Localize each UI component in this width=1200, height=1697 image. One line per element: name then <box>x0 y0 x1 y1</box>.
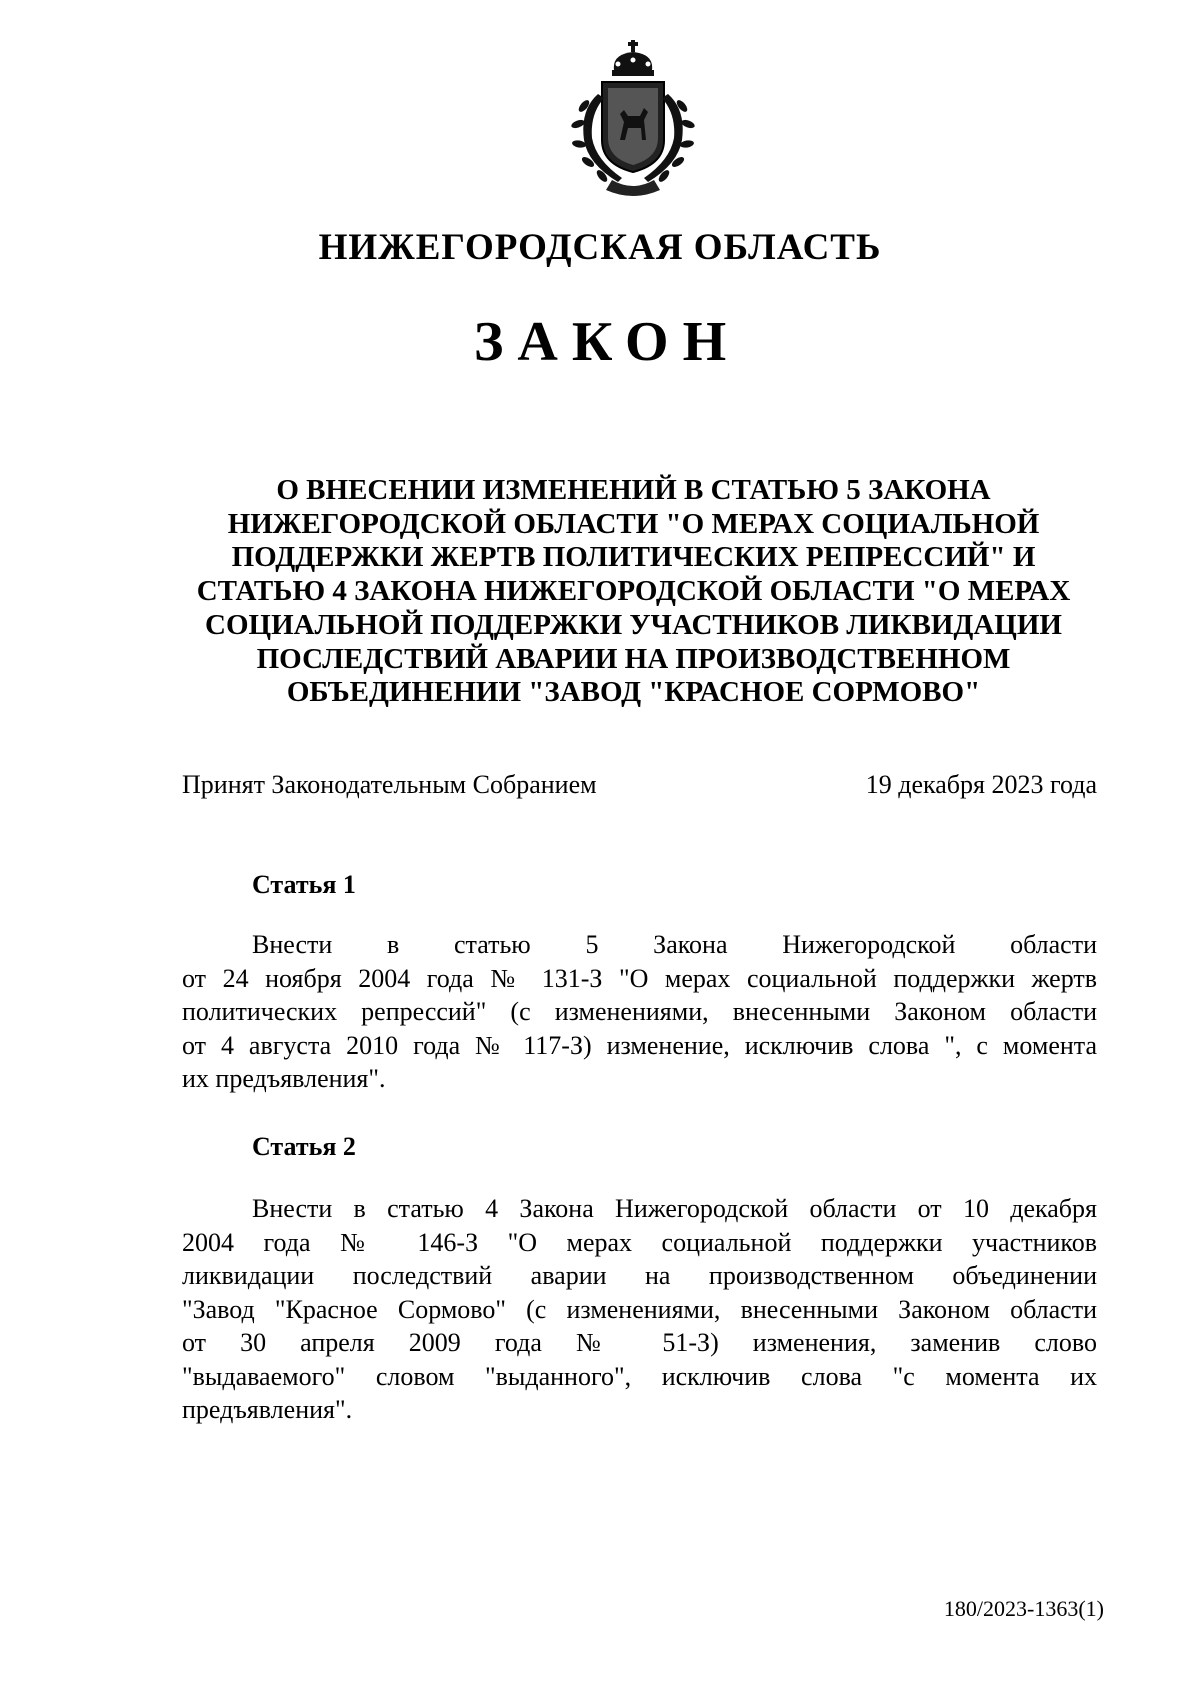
article-2-line: Внести в статью 4 Закона Нижегородской области от 10 декабря <box>252 1194 1097 1223</box>
article-1-line: их предъявления". <box>182 1064 386 1093</box>
crown-icon <box>612 40 654 76</box>
article-2-body <box>182 1192 1097 1427</box>
article-2-heading: Статья 2 <box>252 1132 356 1161</box>
law-title-line: ПОСЛЕДСТВИЙ АВАРИИ НА ПРОИЗВОДСТВЕННОМ <box>256 642 1011 675</box>
region-heading: НИЖЕГОРОДСКАЯ ОБЛАСТЬ <box>318 227 882 268</box>
adoption-info <box>182 770 1097 800</box>
document-number: 180/2023-1363(1) <box>943 1596 1104 1621</box>
adoption-label: Принят Законодательным Собранием <box>182 770 597 799</box>
law-title-line: О ВНЕСЕНИИ ИЗМЕНЕНИЙ В СТАТЬЮ 5 ЗАКОНА <box>276 474 991 506</box>
law-title <box>170 474 1097 710</box>
article-1-line: Внести в статью 5 Закона Нижегородской области <box>252 930 1097 959</box>
article-1-heading: Статья 1 <box>252 870 356 899</box>
article-2-line: 2004 года № 146-З "О мерах социальной поддержки участников <box>182 1227 1097 1257</box>
adoption-date: 19 декабря 2023 года <box>865 770 1097 799</box>
article-2-line: "выдаваемого" словом "выданного", исключив слова "с момента их <box>182 1361 1097 1391</box>
law-title-line: СТАТЬЮ 4 ЗАКОНА НИЖЕГОРОДСКОЙ ОБЛАСТИ "О МЕРАХ <box>196 575 1071 608</box>
article-1-body <box>182 928 1097 1096</box>
article-2-line: от 30 апреля 2009 года № 51-З) изменения, заменив слово <box>182 1328 1097 1357</box>
article-1-line: от 4 августа 2010 года № 117-З) изменение, исключив слова ", с момента <box>182 1030 1097 1060</box>
document-type-heading: ЗАКОН <box>473 311 741 373</box>
article-1-line: от 24 ноября 2004 года № 131-З "О мерах социальной поддержки жертв <box>182 963 1097 993</box>
article-2-line: ликвидации последствий аварии на производственном объединении <box>182 1261 1097 1290</box>
article-2-line: "Завод "Красное Сормово" (с изменениями, внесенными Законом области <box>182 1294 1097 1324</box>
law-title-line: СОЦИАЛЬНОЙ ПОДДЕРЖКИ УЧАСТНИКОВ ЛИКВИДАЦИИ <box>205 608 1062 641</box>
law-title-line: ПОДДЕРЖКИ ЖЕРТВ ПОЛИТИЧЕСКИХ РЕПРЕССИЙ" И <box>231 541 1036 574</box>
law-title-line: НИЖЕГОРОДСКОЙ ОБЛАСТИ "О МЕРАХ СОЦИАЛЬНОЙ <box>227 507 1040 540</box>
coat-of-arms-icon <box>562 40 704 200</box>
article-1-line: политических репрессий" (с изменениями, внесенными Законом области <box>182 997 1097 1026</box>
article-2-line: предъявления". <box>182 1395 353 1424</box>
law-title-line: ОБЪЕДИНЕНИИ "ЗАВОД "КРАСНОЕ СОРМОВО" <box>286 676 981 709</box>
